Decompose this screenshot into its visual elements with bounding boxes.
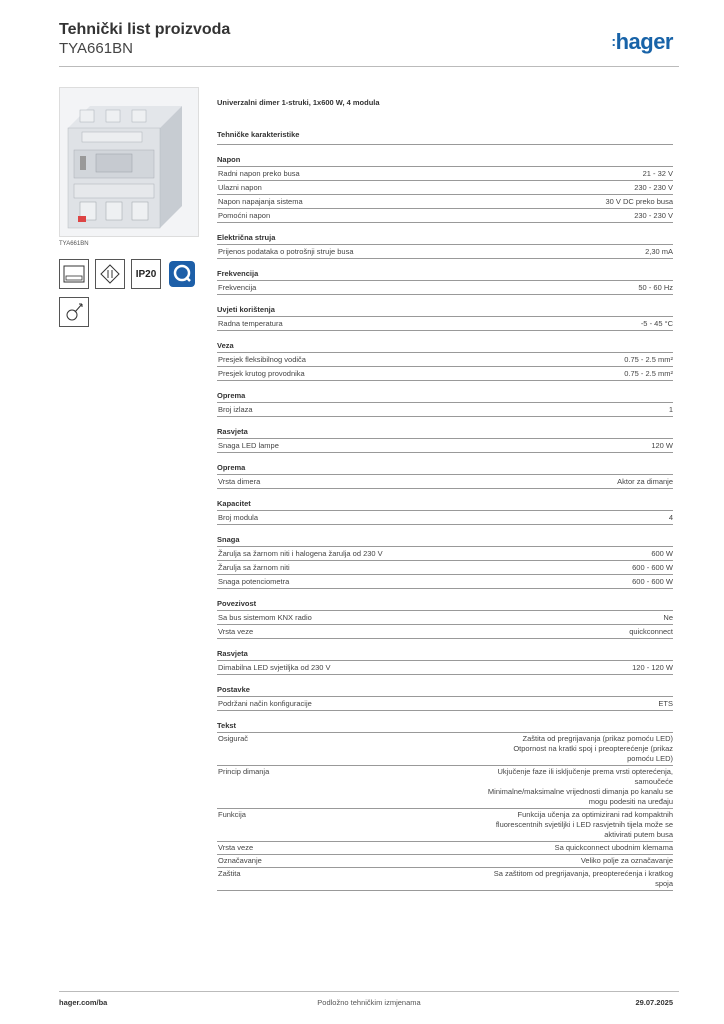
product-sidebar [59, 87, 199, 327]
spec-value-line: Zaštita od pregrijavanja (prikaz pomoću LED) [522, 734, 673, 743]
hager-logo[interactable]: :hager [611, 29, 673, 54]
spec-row [217, 733, 673, 766]
din-rail-icon [59, 259, 89, 289]
spec-row [217, 195, 673, 209]
spec-section [217, 685, 673, 711]
ip20-icon: IP20 [131, 259, 161, 289]
spec-row [217, 209, 673, 223]
spec-row [217, 403, 673, 417]
spec-label: Žarulja sa žarnom niti [218, 563, 290, 572]
spec-row [217, 611, 673, 625]
spec-label: Napon napajanja sistema [218, 197, 303, 206]
spec-row [217, 511, 673, 525]
section-title: Frekvencija [217, 269, 673, 281]
spec-value [624, 353, 673, 366]
section-title: Postavke [217, 685, 673, 697]
spec-label: Presjek krutog provodnika [218, 369, 305, 378]
document-title: Tehnički list proizvoda [59, 21, 231, 38]
spec-section [217, 499, 673, 525]
spec-value-line: mogu podesiti na uređaju [588, 797, 673, 806]
spec-row [217, 868, 673, 891]
spec-label: Ulazni napon [218, 183, 262, 192]
spec-value [617, 475, 673, 488]
spec-label: Vrsta veze [218, 843, 254, 852]
product-photo [59, 87, 199, 237]
spec-label: Označavanje [218, 856, 262, 865]
spec-value [669, 403, 673, 416]
spec-section [217, 341, 673, 381]
section-title: Napon [217, 155, 673, 167]
spec-value [453, 767, 673, 807]
spec-value-line: Minimalne/maksimalne vrijednosti dimanja po kanalu se [487, 787, 673, 796]
spec-value [651, 439, 673, 452]
ce-mark-icon [95, 259, 125, 289]
spec-value-line: Ukjučenje faze ili isključenje prema vrsti opterećenja, [497, 767, 673, 776]
spec-value [641, 317, 673, 330]
section-title: Oprema [217, 463, 673, 475]
spec-value [663, 611, 673, 624]
spec-row [217, 439, 673, 453]
spec-section [217, 305, 673, 331]
spec-row [217, 661, 673, 675]
spec-row [217, 809, 673, 842]
spec-row [217, 245, 673, 259]
spec-value-line: aktivirati putem busa [604, 830, 673, 839]
spec-value-line: 600 - 600 W [632, 563, 673, 572]
spec-value-line: 600 W [651, 549, 673, 558]
section-title: Električna struja [217, 233, 673, 245]
spec-sections [217, 155, 673, 891]
photo-caption: TYA661BN [59, 241, 89, 247]
spec-row [217, 367, 673, 381]
spec-value [605, 195, 673, 208]
spec-value-line: fluorescentnih svjetiljki i LED rasvjetnih tijela može se [495, 820, 673, 829]
spec-label: Vrsta veze [218, 627, 254, 636]
spec-value [632, 661, 673, 674]
spec-value [624, 367, 673, 380]
spec-value-line: 120 W [651, 441, 673, 450]
spec-value-line: 50 - 60 Hz [638, 283, 673, 292]
spec-section [217, 463, 673, 489]
section-title: Veza [217, 341, 673, 353]
spec-value [453, 856, 673, 866]
spec-label: Broj modula [218, 513, 259, 522]
spec-value [453, 734, 673, 764]
spec-value-line: 230 - 230 V [634, 183, 673, 192]
spec-value-line: ETS [658, 699, 673, 708]
section-title: Povezivost [217, 599, 673, 611]
spec-label: Zaštita [218, 869, 241, 878]
spec-label: Presjek fleksibilnog vodiča [218, 355, 306, 364]
page-header [59, 20, 679, 70]
spec-value [669, 511, 673, 524]
spec-row [217, 281, 673, 295]
spec-value-line: pomoću LED) [627, 754, 673, 763]
section-title: Tekst [217, 721, 673, 733]
spec-value [632, 575, 673, 588]
spec-value-line: quickconnect [629, 627, 673, 636]
spec-value [632, 561, 673, 574]
section-title: Uvjeti korištenja [217, 305, 673, 317]
spec-section [217, 599, 673, 639]
spec-section [217, 391, 673, 417]
spec-row [217, 855, 673, 868]
spec-label: Vrsta dimera [218, 477, 261, 486]
spec-label: Broj izlaza [218, 405, 253, 414]
tech-heading: Tehničke karakteristike [217, 130, 673, 145]
product-code: TYA661BN [59, 40, 133, 57]
dimmer-icon [59, 297, 89, 327]
spec-value [453, 843, 673, 853]
spec-label: Radna temperatura [218, 319, 283, 328]
spec-value-line: 21 - 32 V [642, 169, 673, 178]
quicklink-icon [167, 259, 197, 289]
spec-value [638, 281, 673, 294]
spec-label: Podržani način konfiguracije [218, 699, 312, 708]
spec-row [217, 353, 673, 367]
header-divider [59, 66, 679, 67]
spec-section [217, 269, 673, 295]
spec-section [217, 721, 673, 891]
certification-icons [59, 259, 199, 289]
spec-section [217, 427, 673, 453]
spec-value [651, 547, 673, 560]
spec-value-line: 2,30 mA [645, 247, 673, 256]
spec-row [217, 547, 673, 561]
spec-section [217, 155, 673, 223]
spec-value-line: spoja [655, 879, 673, 888]
spec-value [645, 245, 673, 258]
spec-value [453, 869, 673, 889]
spec-value-line: 0.75 - 2.5 mm² [624, 355, 673, 364]
spec-value-line: 120 - 120 W [632, 663, 673, 672]
footer-date: 29.07.2025 [635, 998, 673, 1007]
spec-value-line: 30 V DC preko busa [605, 197, 673, 206]
spec-value [658, 697, 673, 710]
spec-row [217, 625, 673, 639]
spec-section [217, 233, 673, 259]
spec-value [634, 181, 673, 194]
spec-value-line: Otpornost na kratki spoj i preopterećenje (prikaz [513, 744, 673, 753]
spec-row [217, 317, 673, 331]
footer-notice: Podložno tehničkim izmjenama [317, 998, 421, 1007]
section-title: Oprema [217, 391, 673, 403]
section-title: Snaga [217, 535, 673, 547]
spec-value [643, 167, 673, 180]
spec-row [217, 475, 673, 489]
spec-value-line: 4 [668, 513, 673, 522]
specifications [217, 98, 673, 891]
spec-label: Dimabilna LED svjetiljka od 230 V [218, 663, 331, 672]
spec-value-line: 230 - 230 V [634, 211, 673, 220]
dimmer-device-illustration [60, 88, 199, 237]
spec-value [629, 625, 673, 638]
spec-value-line: samoučeće [634, 777, 673, 786]
spec-row [217, 561, 673, 575]
spec-row [217, 167, 673, 181]
spec-label: Pomoćni napon [218, 211, 271, 220]
spec-row [217, 181, 673, 195]
footer-divider [59, 991, 679, 992]
spec-value [634, 209, 673, 222]
spec-value-line: Sa zaštitom od pregrijavanja, preopterećenja i kratkog [493, 869, 673, 878]
spec-value [453, 810, 673, 840]
website-link[interactable]: hager.com/ba [59, 998, 108, 1007]
spec-row [217, 575, 673, 589]
spec-label: Radni napon preko busa [218, 169, 300, 178]
spec-label: Prijenos podataka o potrošnji struje busa [218, 247, 354, 256]
spec-value-line: Ne [663, 613, 673, 622]
spec-label: Osigurač [218, 734, 249, 743]
spec-value-line: -5 - 45 °C [640, 319, 673, 328]
spec-section [217, 535, 673, 589]
section-title: Rasvjeta [217, 649, 673, 661]
spec-value-line: 0.75 - 2.5 mm² [624, 369, 673, 378]
spec-value-line: 1 [668, 405, 673, 414]
spec-label: Princip dimanja [218, 767, 270, 776]
spec-value-line: 600 - 600 W [632, 577, 673, 586]
spec-label: Sa bus sistemom KNX radio [218, 613, 312, 622]
spec-label: Frekvencija [218, 283, 257, 292]
spec-row [217, 842, 673, 855]
spec-row [217, 697, 673, 711]
spec-value-line: Aktor za dimanje [617, 477, 673, 486]
spec-value-line: Veliko polje za označavanje [580, 856, 673, 865]
function-icons [59, 297, 199, 327]
section-title: Rasvjeta [217, 427, 673, 439]
spec-label: Snaga potenciometra [218, 577, 290, 586]
spec-row [217, 766, 673, 809]
section-title: Kapacitet [217, 499, 673, 511]
spec-value-line: Funkcija učenja za optimizirani rad kompaktnih [517, 810, 673, 819]
spec-label: Snaga LED lampe [218, 441, 279, 450]
spec-section [217, 649, 673, 675]
spec-value-line: Sa quickconnect ubodnim klemama [554, 843, 673, 852]
spec-label: Žarulja sa žarnom niti i halogena žarulja od 230 V [218, 549, 383, 558]
spec-label: Funkcija [218, 810, 246, 819]
product-description: Univerzalni dimer 1-struki, 1x600 W, 4 modula [217, 98, 380, 107]
